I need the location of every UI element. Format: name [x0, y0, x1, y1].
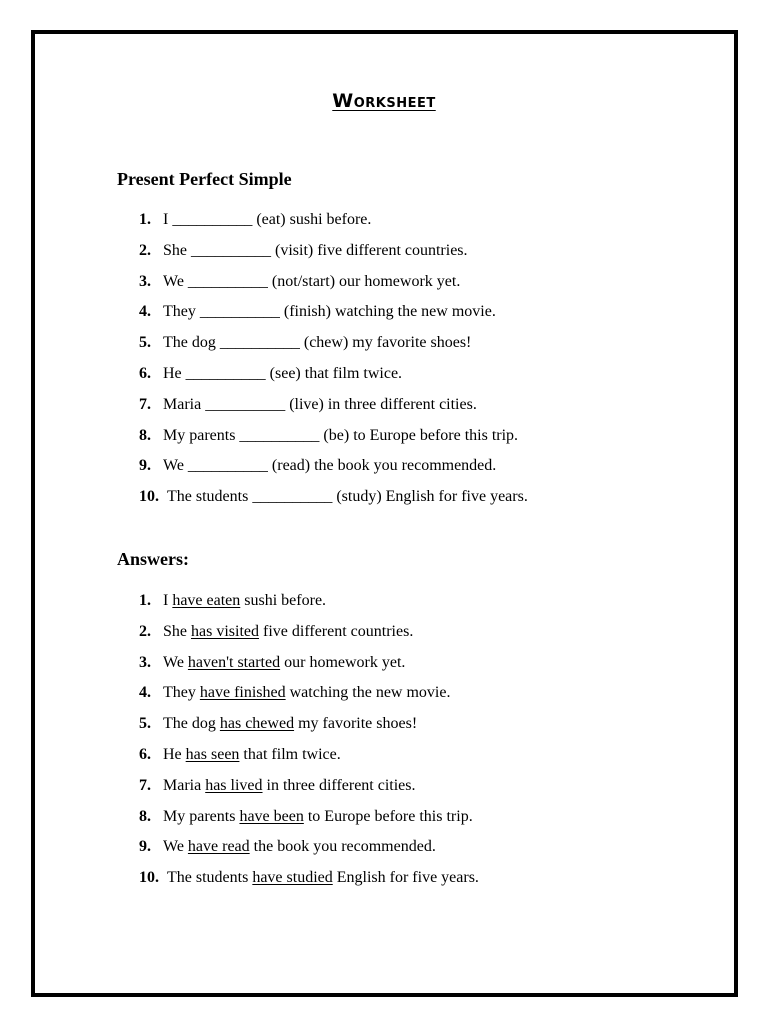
answer-verb: has visited: [191, 622, 259, 640]
answer-text-after: that film twice.: [239, 745, 341, 763]
answer-text-before: The students: [167, 869, 253, 887]
question-number: 8.: [139, 426, 151, 444]
answer-number: 4.: [139, 684, 151, 702]
question-item: [139, 395, 528, 426]
question-number: 7.: [139, 395, 151, 413]
answer-verb: has chewed: [219, 715, 295, 733]
question-number: 9.: [139, 457, 151, 475]
answer-text-before: He: [163, 745, 186, 763]
answer-number: 9.: [139, 838, 151, 856]
answer-text-before: She: [163, 622, 191, 640]
question-text: We __________ (read) the book you recommended.: [163, 457, 497, 475]
answer-item: [139, 653, 479, 684]
question-number: 1.: [139, 211, 151, 228]
question-number: 10.: [139, 488, 159, 506]
answer-text-after: sushi before.: [240, 592, 327, 609]
section-heading: Present Perfect Simple: [117, 169, 292, 189]
answer-verb: have studied: [252, 869, 333, 887]
answer-item: [139, 776, 479, 807]
question-item: [139, 426, 528, 457]
answer-verb: have been: [239, 807, 304, 825]
answer-number: 5.: [139, 715, 151, 733]
question-text: My parents __________ (be) to Europe before this trip.: [163, 426, 519, 444]
answer-item: [139, 683, 479, 714]
answer-number: 10.: [139, 869, 159, 887]
question-text: She __________ (visit) five different countries.: [163, 241, 468, 259]
answers-heading: Answers:: [117, 549, 189, 569]
answer-text-after: our homework yet.: [280, 653, 406, 671]
question-number: 3.: [139, 272, 151, 290]
answer-text-before: They: [163, 684, 200, 702]
question-text: They __________ (finish) watching the new movie.: [163, 303, 496, 321]
answer-item: [139, 868, 479, 899]
question-text: He __________ (see) that film twice.: [163, 364, 403, 382]
answer-verb: have read: [187, 838, 250, 856]
question-number: 5.: [139, 334, 151, 352]
answer-text-before: I: [163, 592, 173, 609]
answer-verb: have finished: [199, 684, 286, 702]
question-text: I __________ (eat) sushi before.: [163, 211, 372, 228]
question-text: The students __________ (study) English for five years.: [167, 488, 528, 506]
answer-item: [139, 837, 479, 868]
answer-number: 3.: [139, 653, 151, 671]
answer-text-after: five different countries.: [259, 622, 414, 640]
answer-list: [139, 591, 479, 899]
question-item: [139, 241, 528, 272]
answer-number: 6.: [139, 745, 151, 763]
answer-item: [139, 714, 479, 745]
answer-verb: have eaten: [172, 592, 241, 609]
question-text: Maria __________ (live) in three different cities.: [163, 395, 477, 413]
answer-item: [139, 591, 479, 622]
worksheet-title: Worksheet: [332, 90, 436, 112]
question-item: [139, 333, 528, 364]
question-number: 6.: [139, 364, 151, 382]
question-item: [139, 487, 528, 518]
answer-text-after: in three different cities.: [262, 776, 416, 794]
question-item: [139, 272, 528, 303]
answer-text-after: watching the new movie.: [285, 684, 451, 702]
question-number: 2.: [139, 241, 151, 259]
answer-text-before: Maria: [163, 776, 206, 794]
answer-text-before: We: [163, 653, 188, 671]
answer-text-before: The dog: [163, 715, 220, 733]
answer-verb: has seen: [185, 745, 240, 763]
answer-item: [139, 807, 479, 838]
answer-text-after: the book you recommended.: [249, 838, 436, 856]
question-number: 4.: [139, 303, 151, 321]
answer-text-after: to Europe before this trip.: [303, 807, 473, 825]
answer-verb: haven't started: [187, 653, 281, 671]
answer-number: 8.: [139, 807, 151, 825]
answer-item: [139, 622, 479, 653]
answer-text-after: my favorite shoes!: [294, 715, 418, 733]
answer-text-before: My parents: [163, 807, 240, 825]
question-item: [139, 302, 528, 333]
answer-number: 1.: [139, 592, 151, 609]
question-item: [139, 456, 528, 487]
answer-number: 7.: [139, 776, 151, 794]
question-text: We __________ (not/start) our homework yet.: [163, 272, 461, 290]
question-item: [139, 364, 528, 395]
question-text: The dog __________ (chew) my favorite shoes!: [163, 334, 472, 352]
answer-verb: has lived: [205, 776, 263, 794]
question-item: [139, 210, 528, 241]
answer-text-before: We: [163, 838, 188, 856]
question-list: [139, 210, 528, 518]
answer-item: [139, 745, 479, 776]
answer-number: 2.: [139, 622, 151, 640]
answer-text-after: English for five years.: [332, 869, 479, 887]
